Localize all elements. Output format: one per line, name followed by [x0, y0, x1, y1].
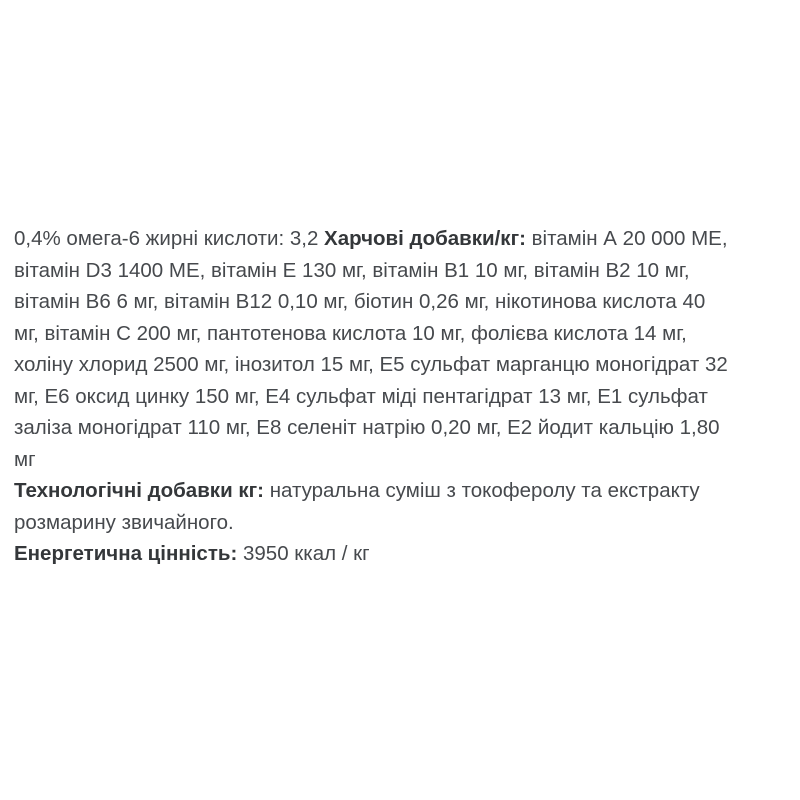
text-segment: 3950 ккал / кг	[237, 542, 370, 565]
text-segment: 0,4% омега-6 жирні кислоти: 3,2	[14, 227, 325, 250]
text-segment: вітамін А 20 000 МЕ,	[525, 227, 728, 250]
bold-label-segment: Енергетична цінність:	[14, 542, 238, 565]
text-line	[14, 444, 794, 476]
text-line	[14, 286, 794, 318]
text-line	[14, 223, 794, 255]
text-line	[14, 349, 794, 381]
bold-label-segment: Технологічні добавки кг:	[14, 479, 264, 502]
text-line	[14, 255, 794, 287]
text-line	[14, 381, 794, 413]
text-line	[14, 475, 794, 507]
text-segment: мг	[14, 447, 36, 471]
bold-label-segment: Харчові добавки/кг:	[324, 227, 526, 250]
text-line	[14, 507, 794, 539]
text-segment: розмарину звичайного.	[14, 510, 234, 534]
food-additives-paragraph	[14, 223, 794, 475]
text-segment: холіну хлорид 2500 мг, інозитол 15 мг, Е5 сульфат марганцю моногідрат 32	[14, 353, 728, 376]
text-segment: вітамін В6 6 мг, вітамін В12 0,10 мг, біотин 0,26 мг, нікотинова кислота 40	[14, 290, 706, 313]
technological-additives-paragraph	[14, 475, 794, 538]
text-segment: мг, Е6 оксид цинку 150 мг, Е4 сульфат міді пентагідрат 13 мг, Е1 сульфат	[14, 384, 708, 408]
text-segment: заліза моногідрат 110 мг, Е8 селеніт натрію 0,20 мг, Е2 йодит кальцію 1,80	[14, 416, 720, 439]
nutrition-info-text	[14, 223, 794, 570]
text-line	[14, 412, 794, 444]
text-segment: вітамін D3 1400 МЕ, вітамін Е 130 мг, вітамін В1 10 мг, вітамін В2 10 мг,	[14, 258, 690, 282]
text-segment: мг, вітамін С 200 мг, пантотенова кислота 10 мг, фолієва кислота 14 мг,	[14, 321, 687, 345]
text-line	[14, 318, 794, 350]
text-segment: натуральна суміш з токоферолу та екстракту	[264, 479, 700, 502]
energy-value-paragraph	[14, 538, 794, 570]
text-line	[14, 538, 794, 570]
